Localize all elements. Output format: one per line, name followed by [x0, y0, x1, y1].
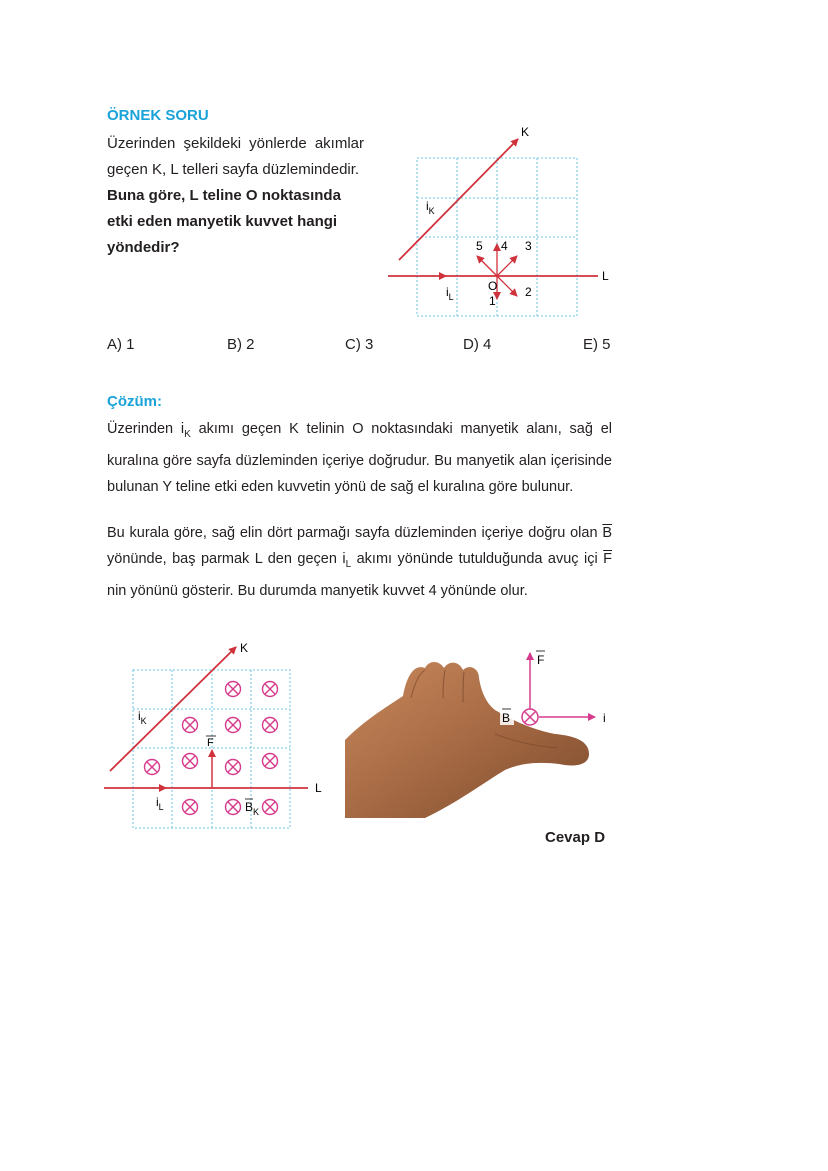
field-symbol	[226, 800, 241, 815]
field-symbol	[263, 718, 278, 733]
hand-shape	[345, 662, 589, 818]
field-symbol	[263, 800, 278, 815]
answer-label: Cevap D	[545, 829, 606, 846]
bk-label: $B_K$	[245, 800, 260, 817]
field-symbol	[183, 718, 198, 733]
direction-2-arrow	[497, 276, 517, 296]
field-symbol	[183, 754, 198, 769]
right-hand-figure	[345, 638, 615, 823]
field-symbol	[183, 800, 198, 815]
direction-3-arrow	[497, 256, 517, 276]
field-symbol	[226, 760, 241, 775]
field-into-page-icon	[522, 709, 538, 725]
question-text: Üzerinden şekildeki yönlerde akımlar geçen K, L telleri sayfa düzlemindedir.	[107, 135, 364, 178]
point-o-label: O	[488, 279, 498, 293]
ik-label: $i_K$	[138, 709, 147, 726]
direction-3-label: 3	[525, 239, 532, 253]
direction-5-arrow	[477, 256, 497, 276]
field-label: B	[502, 711, 511, 725]
field-symbol	[263, 754, 278, 769]
question-bold: Buna göre, L teline O noktasında etki eden manyetik kuvvet hangi yöndedir?	[107, 187, 341, 256]
direction-4-label: 4	[501, 239, 508, 253]
force-label: F	[537, 653, 545, 667]
current-label: i	[603, 711, 606, 725]
option-a[interactable]: A) 1	[107, 336, 135, 353]
wire-k-label: K	[521, 125, 530, 139]
option-c[interactable]: C) 3	[345, 336, 374, 353]
solution-figure	[100, 636, 335, 836]
option-b[interactable]: B) 2	[227, 336, 255, 353]
direction-2-label: 2	[525, 285, 532, 299]
example-heading: ÖRNEK SORU	[107, 107, 209, 124]
hand-photo	[345, 662, 589, 818]
question-figure	[380, 118, 620, 323]
force-label: F	[207, 737, 214, 749]
option-e[interactable]: E) 5	[583, 336, 611, 353]
wire-k-label: K	[240, 641, 249, 655]
ik-label: $i_K$	[426, 199, 435, 216]
wire-l-label: L	[315, 781, 322, 795]
field-symbol	[226, 718, 241, 733]
option-d[interactable]: D) 4	[463, 336, 492, 353]
field-symbol	[145, 760, 160, 775]
direction-1-label: 1	[489, 294, 496, 308]
wire-l-label: L	[602, 269, 609, 283]
solution-paragraph-2: Bu kurala göre, sağ elin dört parmağı sayfa düzleminden içeriye doğru olan $\overline{B}$ yönünde, baş parmak L den geçen $i_L$ akımı yönünde tutulduğunda avuç içi $\overline{F}$ nin yönünü gösterir. Bu durumda manyetik kuvvet 4 yönünde olur.	[107, 525, 612, 599]
direction-5-label: 5	[476, 239, 483, 253]
field-symbol	[263, 682, 278, 697]
il-label: $i_L$	[446, 285, 454, 302]
solution-paragraph-1: Üzerinden $i_K$ akımı geçen K telinin O noktasındaki manyetik alanı, sağ el kuralına göre sayfa düzleminden içeriye doğrudur. Bu manyetik alan içerisinde bulunan Y teline etki eden kuvvetin yönü de sağ el kuralına göre bulunur.	[107, 421, 613, 495]
solution-heading: Çözüm:	[107, 393, 162, 410]
field-symbol	[226, 682, 241, 697]
question-block	[107, 131, 364, 261]
il-label: $i_L$	[156, 795, 164, 812]
